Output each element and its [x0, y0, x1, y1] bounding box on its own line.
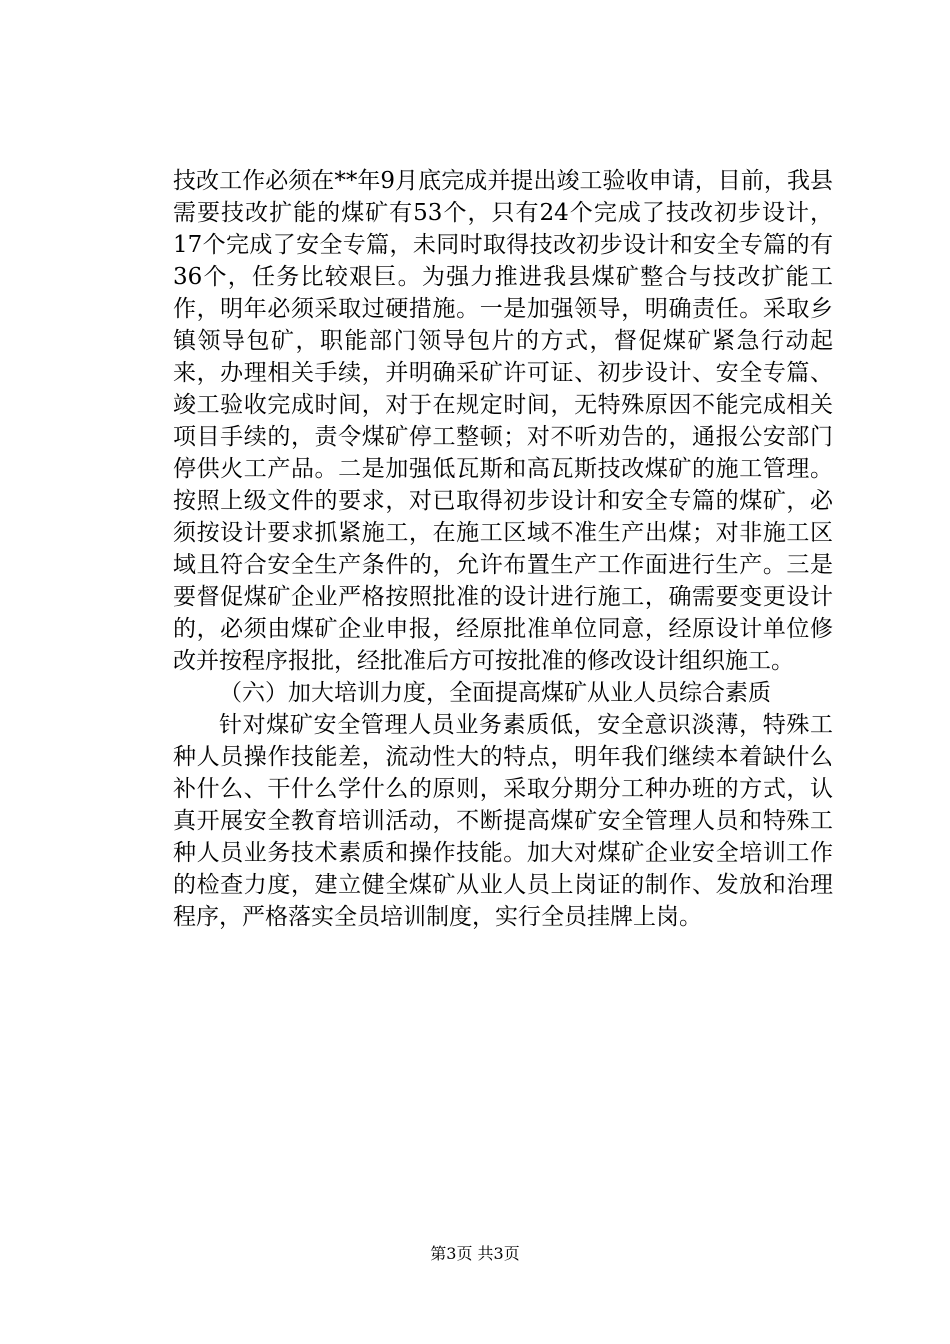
body-paragraph-training: 针对煤矿安全管理人员业务素质低，安全意识淡薄，特殊工种人员操作技能差，流动性大的特点，明年我们继续本着缺什么补什么、干什么学什么的原则，采取分期分工种办班的方式，认真开展安全教育培训活动，不断提高煤矿安全管理人员和特殊工种人员业务技术素质和操作技能。加大对煤矿企业安全培训工作的检查力度，建立健全煤矿从业人员上岗证的制作、发放和治理程序，严格落实全员培训制度，实行全员挂牌上岗。 [173, 712, 833, 930]
document-body [173, 165, 833, 933]
page-number-footer: 第3页 共3页 [430, 1244, 520, 1263]
section-heading-six: （六）加大培训力度，全面提高煤矿从业人员综合素质 [219, 680, 771, 706]
body-paragraph-continuation: 技改工作必须在**年9月底完成并提出竣工验收申请，目前，我县需要技改扩能的煤矿有53个，只有24个完成了技改初步设计，17个完成了安全专篇，未同时取得技改初步设计和安全专篇的有36个，任务比较艰巨。为强力推进我县煤矿整合与技改扩能工作，明年必须采取过硬措施。一是加强领导，明确责任。采取乡镇领导包矿，职能部门领导包片的方式，督促煤矿紧急行动起来，办理相关手续，并明确采矿许可证、初步设计、安全专篇、竣工验收完成时间，对于在规定时间，无特殊原因不能完成相关项目手续的，责令煤矿停工整顿；对不听劝告的，通报公安部门停供火工产品。二是加强低瓦斯和高瓦斯技改煤矿的施工管理。按照上级文件的要求，对已取得初步设计和安全专篇的煤矿，必须按设计要求抓紧施工，在施工区域不准生产出煤；对非施工区域且符合安全生产条件的，允许布置生产工作面进行生产。三是要督促煤矿企业严格按照批准的设计进行施工，确需要变更设计的，必须由煤矿企业申报，经原批准单位同意，经原设计单位修改并按程序报批，经批准后方可按批准的修改设计组织施工。 [173, 168, 833, 674]
